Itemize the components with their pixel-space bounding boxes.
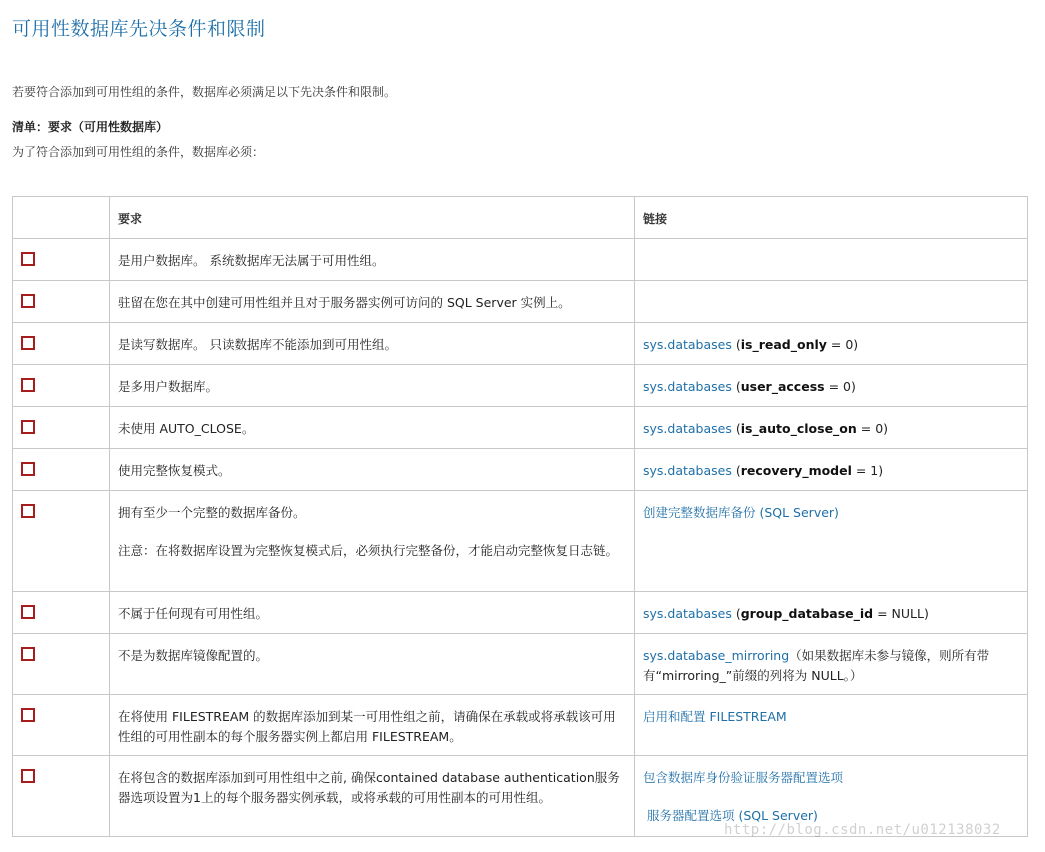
column-name: is_read_only — [740, 337, 827, 352]
check-cell — [13, 281, 110, 323]
checkbox[interactable] — [21, 504, 35, 518]
link-cell — [635, 634, 1028, 695]
table-row — [13, 281, 1028, 323]
requirement-text: 在将使用 FILESTREAM 的数据库添加到某一可用性组之前，请确保在承载或将承载该可用性组的可用性副本的每个服务器实例上都启用 FILESTREAM。 — [110, 695, 635, 756]
requirement-note: 注意：在将数据库设置为完整恢复模式后，必须执行完整备份，才能启动完整恢复日志链。 — [118, 543, 619, 558]
filestream-link[interactable]: 启用和配置 FILESTREAM — [643, 709, 787, 724]
checkbox[interactable] — [21, 378, 35, 392]
checkbox[interactable] — [21, 294, 35, 308]
column-name: group_database_id — [740, 606, 874, 621]
table-row — [13, 491, 1028, 592]
value-text: = 0) — [824, 379, 856, 394]
requirement-text: 是用户数据库。 系统数据库无法属于可用性组。 — [110, 239, 635, 281]
check-cell — [13, 239, 110, 281]
checkbox[interactable] — [21, 769, 35, 783]
paren-open: ( — [731, 606, 741, 621]
value-text: = NULL) — [873, 606, 929, 621]
checkbox[interactable] — [21, 252, 35, 266]
checkbox[interactable] — [21, 462, 35, 476]
link-cell — [635, 323, 1028, 365]
table-row — [13, 449, 1028, 491]
check-cell — [13, 756, 110, 837]
server-config-link[interactable]: 服务器配置选项 (SQL Server) — [647, 808, 818, 823]
checkbox[interactable] — [21, 647, 35, 661]
header-requirement: 要求 — [110, 197, 635, 239]
table-row — [13, 323, 1028, 365]
column-name: is_auto_close_on — [740, 421, 857, 436]
link-cell — [635, 695, 1028, 756]
check-cell — [13, 323, 110, 365]
column-name: user_access — [740, 379, 825, 394]
check-cell — [13, 695, 110, 756]
full-backup-link[interactable]: 创建完整数据库备份 (SQL Server) — [643, 505, 839, 520]
table-row — [13, 695, 1028, 756]
check-cell — [13, 449, 110, 491]
check-cell — [13, 365, 110, 407]
table-row — [13, 592, 1028, 634]
sys-databases-link[interactable]: sys.databases — [643, 421, 732, 436]
requirement-cell — [110, 491, 635, 592]
paren-open: ( — [731, 421, 741, 436]
sys-databases-link[interactable]: sys.databases — [643, 379, 732, 394]
value-text: = 0) — [826, 337, 859, 352]
checkbox[interactable] — [21, 708, 35, 722]
checkbox[interactable] — [21, 336, 35, 350]
value-text: = 1) — [851, 463, 884, 478]
table-row — [13, 365, 1028, 407]
paren-open: ( — [731, 463, 741, 478]
table-row — [13, 407, 1028, 449]
intro-text: 若要符合添加到可用性组的条件，数据库必须满足以下先决条件和限制。 — [12, 85, 397, 99]
requirement-text: 未使用 AUTO_CLOSE。 — [110, 407, 635, 449]
requirement-text: 是多用户数据库。 — [110, 365, 635, 407]
header-link: 链接 — [635, 197, 1028, 239]
sys-databases-link[interactable]: sys.databases — [643, 337, 732, 352]
requirement-text: 驻留在您在其中创建可用性组并且对于服务器实例可访问的 SQL Server 实例上。 — [110, 281, 635, 323]
link-cell — [635, 239, 1028, 281]
sys-database-mirroring-link[interactable]: sys.database_mirroring — [643, 648, 790, 663]
requirement-text: 拥有至少一个完整的数据库备份。 — [118, 505, 306, 520]
check-cell — [13, 491, 110, 592]
mirroring-note: （如果数据库未参与镜像，则所有带有“mirroring_”前缀的列将为 NULL。） — [643, 648, 990, 683]
checkbox[interactable] — [21, 420, 35, 434]
table-row — [13, 634, 1028, 695]
checklist-heading: 清单：要求（可用性数据库） — [12, 120, 169, 134]
link-cell — [635, 407, 1028, 449]
check-cell — [13, 592, 110, 634]
check-cell — [13, 634, 110, 695]
contained-auth-link[interactable]: 包含数据库身份验证服务器配置选项 — [643, 770, 844, 785]
link-cell — [635, 491, 1028, 592]
requirement-text: 在将包含的数据库添加到可用性组中之前, 确保contained database authentication服务器选项设置为1上的每个服务器实例承载，或将承载的可用性副本的可用性组。 — [110, 756, 635, 837]
table-row — [13, 239, 1028, 281]
requirement-text: 使用完整恢复模式。 — [110, 449, 635, 491]
page-title: 可用性数据库先决条件和限制 — [12, 18, 266, 40]
sys-databases-link[interactable]: sys.databases — [643, 606, 732, 621]
link-cell — [635, 449, 1028, 491]
watermark-text: http://blog.csdn.net/u012138032 — [724, 822, 1001, 838]
requirement-text: 不是为数据库镜像配置的。 — [110, 634, 635, 695]
link-cell — [635, 592, 1028, 634]
requirement-text: 不属于任何现有可用性组。 — [110, 592, 635, 634]
paren-open: ( — [731, 379, 741, 394]
sys-databases-link[interactable]: sys.databases — [643, 463, 732, 478]
checkbox[interactable] — [21, 605, 35, 619]
paren-open: ( — [731, 337, 741, 352]
check-cell — [13, 407, 110, 449]
requirement-text: 是读写数据库。 只读数据库不能添加到可用性组。 — [110, 323, 635, 365]
table-header-row — [13, 197, 1028, 239]
link-cell — [635, 281, 1028, 323]
checklist-description: 为了符合添加到可用性组的条件，数据库必须： — [12, 145, 265, 159]
header-check — [13, 197, 110, 239]
requirements-table — [12, 196, 1028, 837]
value-text: = 0) — [856, 421, 889, 436]
column-name: recovery_model — [740, 463, 852, 478]
link-cell — [635, 365, 1028, 407]
